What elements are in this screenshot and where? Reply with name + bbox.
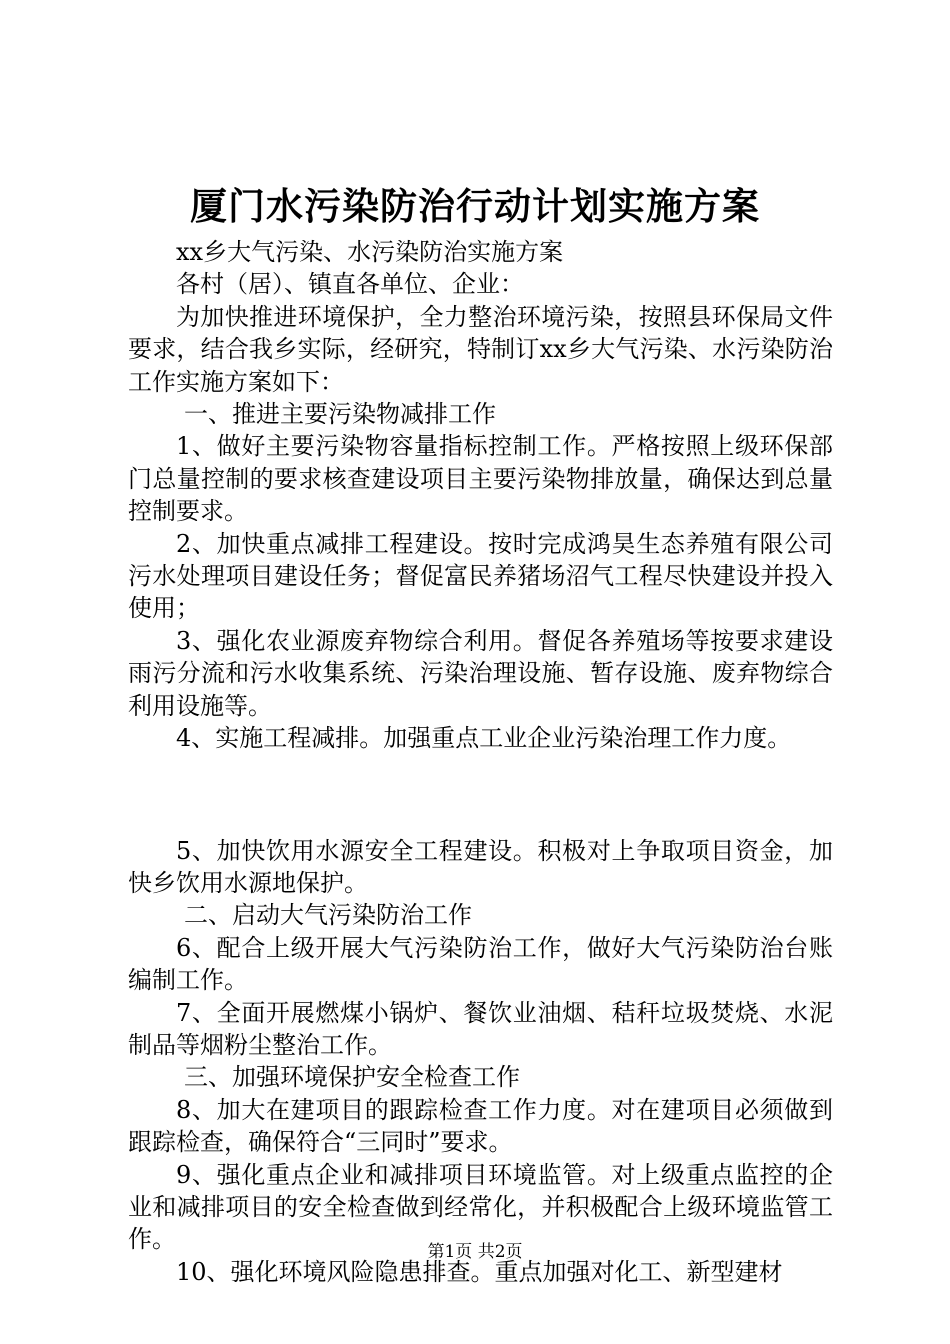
paragraph: 5、加快饮用水源安全工程建设。积极对上争取项目资金，加快乡饮用水源地保护。 bbox=[128, 836, 833, 897]
paragraph-gap bbox=[128, 779, 833, 811]
paragraph: 9、强化重点企业和减排项目环境监管。对上级重点监控的企业和减排项目的安全检查做到经常化，并积极配合上级环境监管工作。 bbox=[128, 1160, 833, 1254]
page-footer: 第1页 共2页 bbox=[427, 1242, 523, 1262]
paragraph: xx乡大气污染、水污染防治实施方案 bbox=[176, 238, 564, 266]
section-heading: 三、加强环境保护安全检查工作 bbox=[184, 1063, 520, 1092]
document-body bbox=[128, 236, 833, 1288]
paragraph: 3、强化农业源废弃物综合利用。督促各养殖场等按要求建设雨污分流和污水收集系统、污染治理设施、暂存设施、废弃物综合利用设施等。 bbox=[128, 626, 833, 720]
paragraph: 7、全面开展燃煤小锅炉、餐饮业油烟、秸秆垃圾焚烧、水泥制品等烟粉尘整治工作。 bbox=[128, 998, 833, 1059]
section-heading: 一、推进主要污染物减排工作 bbox=[184, 400, 496, 429]
paragraph: 8、加大在建项目的跟踪检查工作力度。对在建项目必须做到跟踪检查，确保符合“三同时”要求。 bbox=[128, 1095, 833, 1157]
paragraph: 6、配合上级开展大气污染防治工作，做好大气污染防治台账编制工作。 bbox=[128, 933, 833, 995]
paragraph: 2、加快重点减排工程建设。按时完成鸿昊生态养殖有限公司污水处理项目建设任务；督促富民养猪场沼气工程尽快建设并投入使用； bbox=[128, 529, 833, 623]
section-heading: 二、启动大气污染防治工作 bbox=[184, 901, 472, 930]
document-title: 厦门水污染防治行动计划实施方案 bbox=[190, 184, 760, 228]
paragraph: 4、实施工程减排。加强重点工业企业污染治理工作力度。 bbox=[176, 724, 792, 753]
paragraph: 10、强化环境风险隐患排查。重点加强对化工、新型建材 bbox=[176, 1257, 783, 1286]
paragraph: 为加快推进环境保护，全力整治环境污染，按照县环保局文件要求，结合我乡实际，经研究，特制订xx乡大气污染、水污染防治工作实施方案如下： bbox=[128, 302, 833, 396]
paragraph: 各村（居）、镇直各单位、企业： bbox=[176, 270, 524, 299]
paragraph: 1、做好主要污染物容量指标控制工作。严格按照上级环保部门总量控制的要求核查建设项目主要污染物排放量，确保达到总量控制要求。 bbox=[128, 432, 833, 526]
